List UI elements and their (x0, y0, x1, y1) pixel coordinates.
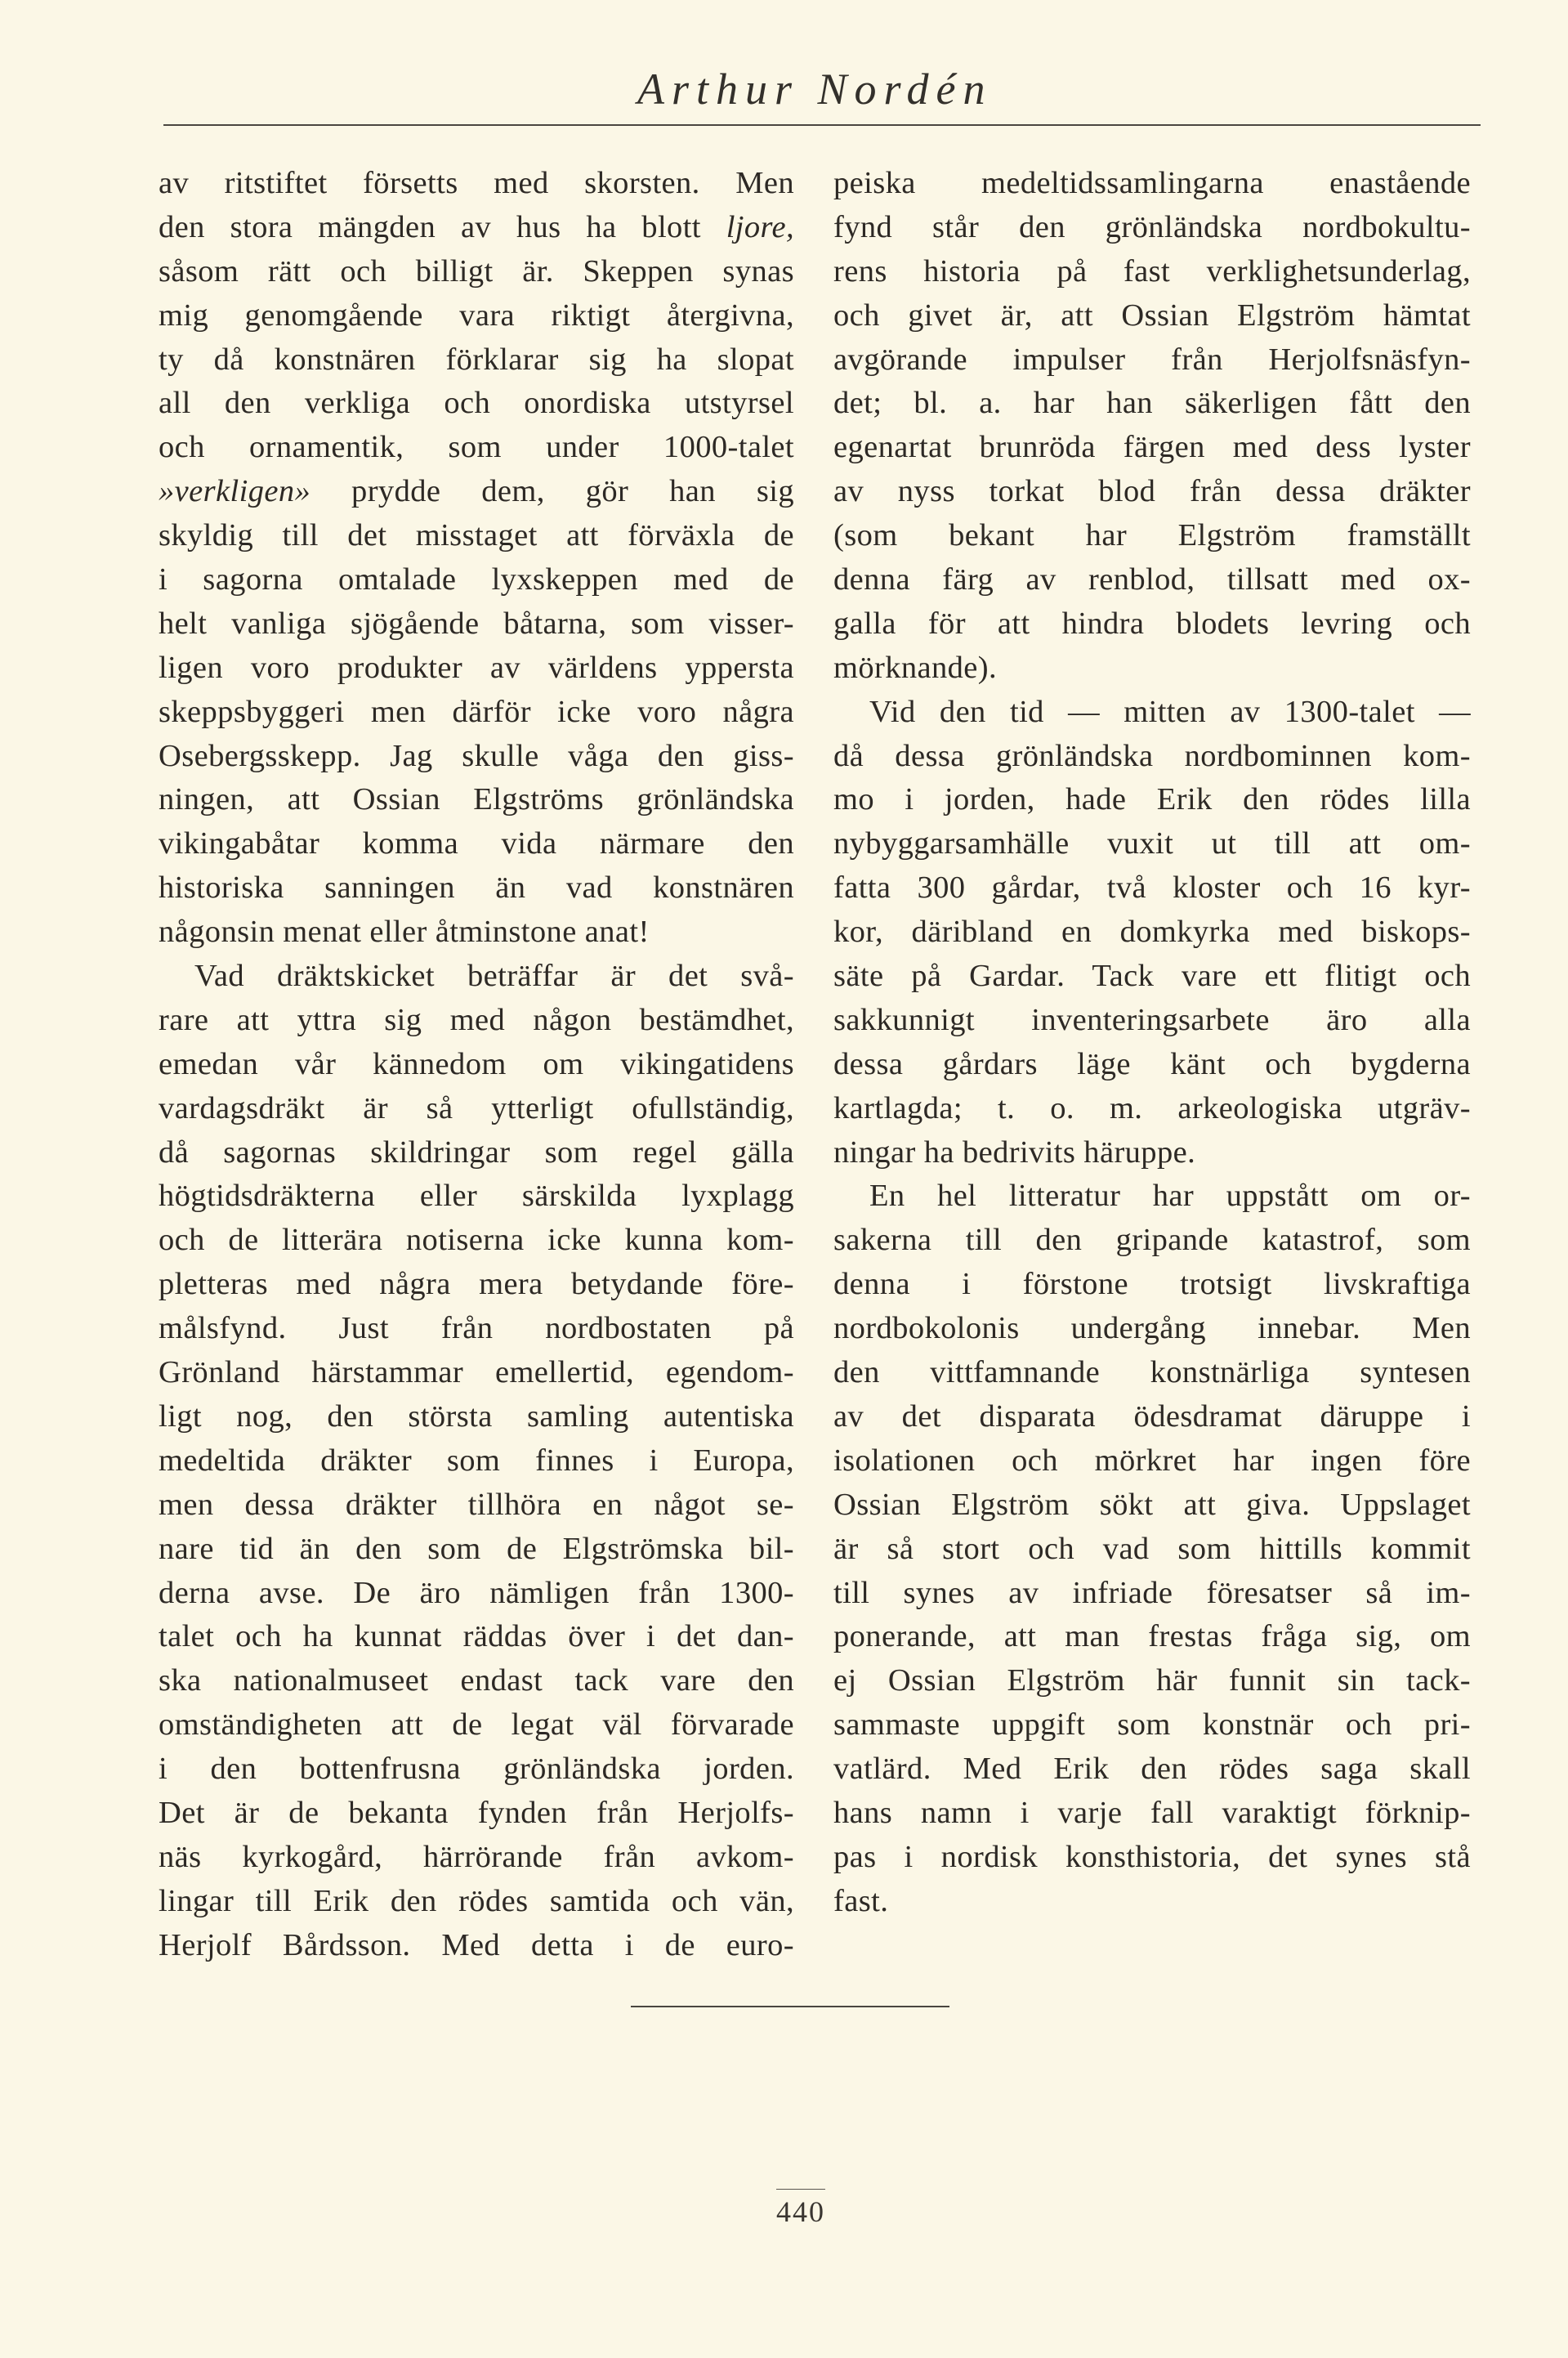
text-line: såsom rätt och billigt är. Skeppen synas (159, 253, 794, 289)
text-line: är så stort och vad som hittills kommit (833, 1531, 1471, 1566)
text-line: sakerna till den gripande katastrof, som (833, 1223, 1471, 1258)
text-line: mo i jorden, hade Erik den rödes lilla (833, 782, 1471, 817)
text-line: Vad dräktskicket beträffar är det svå- (194, 959, 794, 994)
right-text-column (833, 162, 1471, 1924)
text-line: och ornamentik, som under 1000-talet (159, 430, 794, 465)
text-line: sakkunnigt inventeringsarbete äro alla (833, 1002, 1471, 1037)
text-line: av nyss torkat blod från dessa dräkter (833, 474, 1471, 509)
text-line: hans namn i varje fall varaktigt förknip- (833, 1795, 1471, 1830)
text-line: ningen, att Ossian Elgströms grönländska (159, 782, 794, 817)
text-line: skyldig till det misstaget att förväxla de (159, 518, 794, 553)
text-line: Det är de bekanta fynden från Herjolfs- (159, 1795, 794, 1830)
text-line: pas i nordisk konsthistoria, det synes stå (833, 1839, 1471, 1874)
text-line: det; bl. a. har han säkerligen fått den (833, 386, 1471, 421)
header-rule (163, 124, 1481, 126)
text-line: talet och ha kunnat räddas över i det dan- (159, 1619, 794, 1654)
text-line: emedan vår kännedom om vikingatidens (159, 1046, 794, 1081)
text-line: ligen voro produkter av världens yppersta (159, 650, 794, 685)
text-line: pletteras med några mera betydande före- (159, 1267, 794, 1302)
text-line: men dessa dräkter tillhöra en något se- (159, 1487, 794, 1522)
text-line: i sagorna omtalade lyxskeppen med de (159, 562, 794, 597)
text-line: historiska sanningen än vad konstnären (159, 870, 794, 906)
text-line: den vittfamnande konstnärliga syntesen (833, 1355, 1471, 1390)
text-line: Herjolf Bårdsson. Med detta i de euro- (159, 1927, 794, 1962)
text-line: lingar till Erik den rödes samtida och vän, (159, 1883, 794, 1918)
text-line: egenartat brunröda färgen med dess lyster (833, 430, 1471, 465)
text-line: till synes av infriade föresatser så im- (833, 1575, 1471, 1610)
text-line: ska nationalmuseet endast tack vare den (159, 1663, 794, 1698)
text-line: ligt nog, den största samling autentiska (159, 1398, 794, 1434)
text-line: Vid den tid — mitten av 1300-talet — (869, 694, 1471, 729)
text-line: av ritstiftet försetts med skorsten. Men (159, 166, 794, 200)
text-line: helt vanliga sjögående båtarna, som visser- (159, 606, 794, 641)
text-line: skeppsbyggeri men därför icke voro några (159, 694, 794, 729)
text-line: av det disparata ödesdramat däruppe i (833, 1398, 1471, 1434)
text-line: vatlärd. Med Erik den rödes saga skall (833, 1752, 1471, 1787)
text-line: ponerande, att man frestas fråga sig, om (833, 1619, 1471, 1654)
text-line: näs kyrkogård, härrörande från avkom- (159, 1839, 794, 1874)
text-line: och givet är, att Ossian Elgström hämtat (833, 298, 1471, 333)
text-line: vardagsdräkt är så ytterligt ofullständig, (159, 1090, 794, 1125)
text-line: i den bottenfrusna grönländska jorden. (159, 1752, 794, 1787)
text-line: fynd står den grönländska nordbokultu- (833, 209, 1471, 244)
text-line: nybyggarsamhälle vuxit ut till att om- (833, 826, 1471, 861)
text-line: fast. (833, 1883, 889, 1918)
text-line: (som bekant har Elgström framställt (833, 518, 1471, 553)
text-line: denna färg av renblod, tillsatt med ox- (833, 562, 1471, 597)
text-line (159, 470, 794, 514)
text-line: mörknande). (833, 650, 998, 685)
left-text-column (159, 162, 794, 1968)
text-line: fatta 300 gårdar, två kloster och 16 kyr- (833, 870, 1471, 906)
text-line: kartlagda; t. o. m. arkeologiska utgräv- (833, 1090, 1471, 1125)
text-line: denna i förstone trotsigt livskraftiga (833, 1267, 1471, 1302)
text-line: nare tid än den som de Elgströmska bil- (159, 1531, 794, 1566)
text-line (159, 206, 794, 250)
text-line: ej Ossian Elgström här funnit sin tack- (833, 1663, 1471, 1698)
text-line: omständigheten att de legat väl förvarade (159, 1707, 794, 1743)
text-line: Osebergsskepp. Jag skulle våga den giss- (159, 738, 794, 773)
text-line: medeltida dräkter som finnes i Europa, (159, 1443, 794, 1478)
text-line: mig genomgående vara riktigt återgivna, (159, 298, 794, 333)
text-line: derna avse. De äro nämligen från 1300- (159, 1575, 794, 1610)
text-line: målsfynd. Just från nordbostaten på (159, 1311, 794, 1346)
text-line: vikingabåtar komma vida närmare den (159, 826, 794, 861)
italic-emphasis: »verkligen» (159, 474, 311, 509)
text-line: sammaste uppgift som konstnär och pri- (833, 1707, 1471, 1743)
text-line: all den verkliga och onordiska utstyrsel (159, 386, 794, 421)
text-line: då sagornas skildringar som regel gälla (159, 1134, 794, 1170)
footer-rule (631, 2006, 949, 2007)
page-number: 440 (776, 2189, 825, 2229)
text-line: Grönland härstammar emellertid, egendom- (159, 1355, 794, 1390)
text-line: nordbokolonis undergång innebar. Men (833, 1311, 1471, 1346)
text-line: ningar ha bedrivits häruppe. (833, 1134, 1196, 1170)
text-line: högtidsdräkterna eller särskilda lyxplagg (159, 1179, 794, 1214)
text-line: Ossian Elgström sökt att giva. Uppslaget (833, 1487, 1471, 1522)
text-line: dessa gårdars läge känt och bygderna (833, 1046, 1471, 1081)
text-line: och de litterära notiserna icke kunna kom- (159, 1223, 794, 1258)
text-line: avgörande impulser från Herjolfsnäsfyn- (833, 342, 1471, 377)
text-line: peiska medeltidssamlingarna enastående (833, 166, 1471, 200)
text-line: kor, däribland en domkyrka med biskops- (833, 915, 1471, 950)
text-line: ty då konstnären förklarar sig ha slopat (159, 342, 794, 377)
italic-emphasis: ljore, (726, 209, 794, 244)
text-segment: prydde dem, gör han sig (310, 474, 794, 509)
running-title: Arthur Nordén (637, 65, 993, 114)
text-line: då dessa grönländska nordbominnen kom- (833, 738, 1471, 773)
text-line: isolationen och mörkret har ingen före (833, 1443, 1471, 1478)
text-line: någonsin menat eller åtminstone anat! (159, 915, 650, 950)
text-line: rens historia på fast verklighetsunderlag, (833, 253, 1471, 289)
text-line: En hel litteratur har uppstått om or- (869, 1179, 1471, 1214)
text-line: galla för att hindra blodets levring och (833, 606, 1471, 641)
text-line: säte på Gardar. Tack vare ett flitigt och (833, 959, 1471, 994)
text-line: rare att yttra sig med någon bestämdhet, (159, 1002, 794, 1037)
text-segment: den stora mängden av hus ha blott (159, 209, 726, 244)
